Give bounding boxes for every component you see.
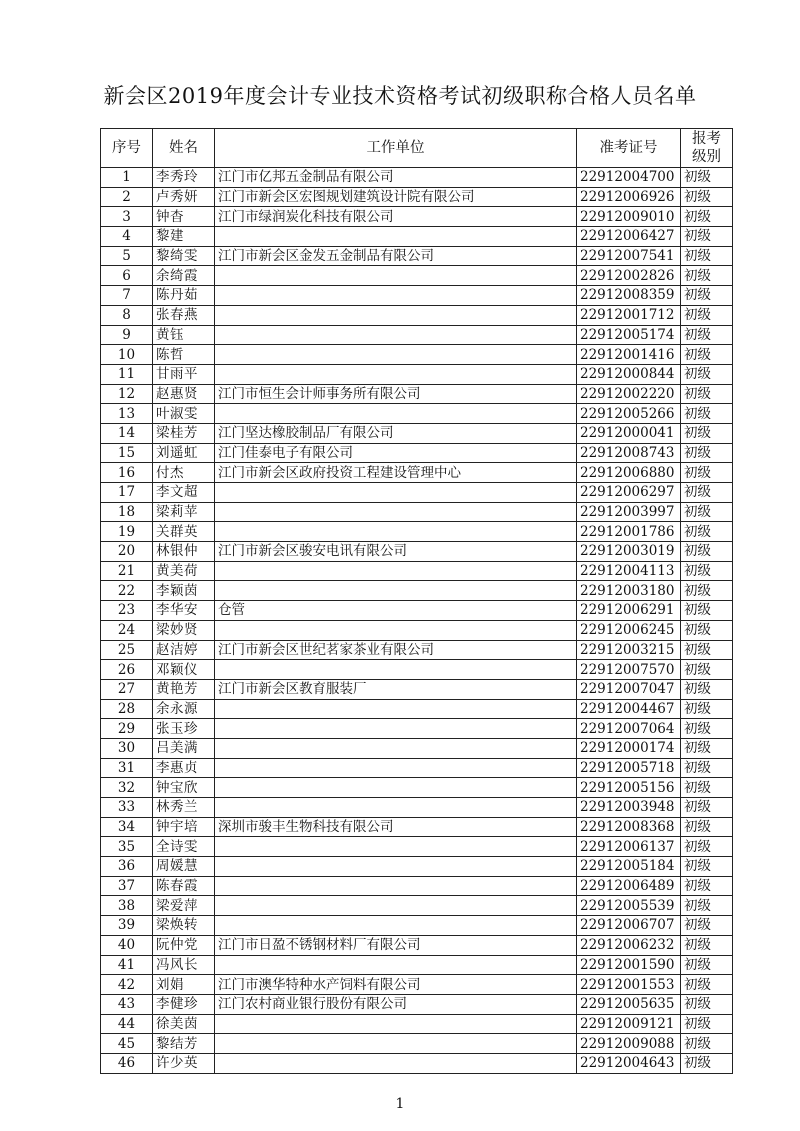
table-row [101, 994, 733, 1014]
table-row [101, 168, 733, 188]
table-row [101, 1053, 733, 1073]
cell-serial-no: 44 [101, 1014, 153, 1034]
cell-exam-level: 初级 [681, 738, 733, 758]
cell-exam-level: 初级 [681, 384, 733, 404]
table-row [101, 443, 733, 463]
cell-serial-no: 26 [101, 660, 153, 680]
cell-exam-level: 初级 [681, 423, 733, 443]
cell-work-unit [215, 364, 577, 384]
cell-work-unit: 深圳市骏丰生物科技有限公司 [215, 817, 577, 837]
cell-serial-no: 9 [101, 325, 153, 345]
cell-exam-id: 22912001786 [577, 522, 681, 542]
cell-exam-level: 初级 [681, 266, 733, 286]
cell-exam-level: 初级 [681, 404, 733, 424]
cell-serial-no: 6 [101, 266, 153, 286]
table-row [101, 266, 733, 286]
cell-work-unit [215, 404, 577, 424]
cell-exam-level: 初级 [681, 463, 733, 483]
cell-name: 林秀兰 [153, 798, 215, 818]
table-row [101, 187, 733, 207]
cell-exam-id: 22912005174 [577, 325, 681, 345]
cell-work-unit [215, 837, 577, 857]
cell-exam-level: 初级 [681, 483, 733, 503]
cell-exam-level: 初级 [681, 817, 733, 837]
cell-exam-id: 22912004700 [577, 168, 681, 188]
cell-exam-id: 22912006926 [577, 187, 681, 207]
cell-exam-id: 22912006297 [577, 483, 681, 503]
cell-serial-no: 33 [101, 798, 153, 818]
cell-exam-level: 初级 [681, 207, 733, 227]
header-serial-no: 序号 [101, 129, 153, 168]
cell-exam-level: 初级 [681, 955, 733, 975]
cell-serial-no: 19 [101, 522, 153, 542]
table-row [101, 975, 733, 995]
cell-name: 梁妙贤 [153, 620, 215, 640]
cell-work-unit [215, 719, 577, 739]
cell-work-unit: 江门市澳华特种水产饲料有限公司 [215, 975, 577, 995]
cell-exam-level: 初级 [681, 246, 733, 266]
cell-exam-id: 22912002220 [577, 384, 681, 404]
cell-exam-id: 22912007047 [577, 679, 681, 699]
cell-exam-level: 初级 [681, 975, 733, 995]
cell-work-unit [215, 758, 577, 778]
cell-exam-id: 22912007570 [577, 660, 681, 680]
cell-serial-no: 31 [101, 758, 153, 778]
cell-name: 徐美茵 [153, 1014, 215, 1034]
cell-name: 阮仲党 [153, 935, 215, 955]
table-row [101, 798, 733, 818]
table-row [101, 325, 733, 345]
cell-exam-level: 初级 [681, 305, 733, 325]
cell-serial-no: 36 [101, 857, 153, 877]
cell-exam-level: 初级 [681, 443, 733, 463]
cell-work-unit: 江门市日盈不锈钢材料厂有限公司 [215, 935, 577, 955]
cell-exam-id: 22912006245 [577, 620, 681, 640]
table-row [101, 581, 733, 601]
cell-name: 钟宇培 [153, 817, 215, 837]
cell-name: 余绮霞 [153, 266, 215, 286]
cell-work-unit [215, 620, 577, 640]
cell-exam-level: 初级 [681, 561, 733, 581]
cell-name: 李文超 [153, 483, 215, 503]
cell-name: 付杰 [153, 463, 215, 483]
cell-exam-id: 22912008743 [577, 443, 681, 463]
table-row [101, 1034, 733, 1054]
cell-exam-level: 初级 [681, 286, 733, 306]
table-row [101, 699, 733, 719]
cell-serial-no: 22 [101, 581, 153, 601]
cell-name: 余永源 [153, 699, 215, 719]
cell-exam-level: 初级 [681, 758, 733, 778]
table-row [101, 522, 733, 542]
table-row [101, 305, 733, 325]
cell-serial-no: 17 [101, 483, 153, 503]
cell-exam-level: 初级 [681, 1053, 733, 1073]
cell-exam-id: 22912006489 [577, 876, 681, 896]
cell-exam-level: 初级 [681, 876, 733, 896]
cell-work-unit [215, 286, 577, 306]
table-row [101, 620, 733, 640]
table-row [101, 1014, 733, 1034]
cell-exam-id: 22912003997 [577, 502, 681, 522]
cell-exam-id: 22912001553 [577, 975, 681, 995]
cell-work-unit [215, 798, 577, 818]
cell-name: 李惠贞 [153, 758, 215, 778]
cell-work-unit [215, 522, 577, 542]
cell-serial-no: 32 [101, 778, 153, 798]
table-row [101, 817, 733, 837]
table-row [101, 483, 733, 503]
table-row [101, 542, 733, 562]
cell-exam-id: 22912000041 [577, 423, 681, 443]
cell-serial-no: 38 [101, 896, 153, 916]
cell-serial-no: 3 [101, 207, 153, 227]
cell-exam-id: 22912005156 [577, 778, 681, 798]
table-row [101, 837, 733, 857]
cell-exam-level: 初级 [681, 679, 733, 699]
cell-name: 陈丹茹 [153, 286, 215, 306]
cell-work-unit [215, 857, 577, 877]
cell-exam-id: 22912006232 [577, 935, 681, 955]
table-row [101, 463, 733, 483]
cell-work-unit [215, 1014, 577, 1034]
cell-serial-no: 1 [101, 168, 153, 188]
table-row [101, 679, 733, 699]
cell-work-unit [215, 325, 577, 345]
cell-exam-level: 初级 [681, 896, 733, 916]
table-row [101, 916, 733, 936]
cell-work-unit: 江门市绿润炭化科技有限公司 [215, 207, 577, 227]
cell-name: 黎建 [153, 227, 215, 247]
cell-exam-id: 22912003948 [577, 798, 681, 818]
cell-name: 邓颖仪 [153, 660, 215, 680]
cell-work-unit: 江门坚达橡胶制品厂有限公司 [215, 423, 577, 443]
cell-name: 赵洁婷 [153, 640, 215, 660]
cell-serial-no: 23 [101, 601, 153, 621]
cell-serial-no: 15 [101, 443, 153, 463]
cell-serial-no: 8 [101, 305, 153, 325]
table-row [101, 955, 733, 975]
cell-name: 李健珍 [153, 994, 215, 1014]
table-row [101, 286, 733, 306]
cell-serial-no: 46 [101, 1053, 153, 1073]
table-row [101, 935, 733, 955]
cell-serial-no: 34 [101, 817, 153, 837]
cell-work-unit [215, 876, 577, 896]
cell-work-unit: 江门市恒生会计师事务所有限公司 [215, 384, 577, 404]
cell-exam-id: 22912009088 [577, 1034, 681, 1054]
cell-name: 李华安 [153, 601, 215, 621]
cell-exam-id: 22912006707 [577, 916, 681, 936]
cell-name: 张玉珍 [153, 719, 215, 739]
cell-exam-level: 初级 [681, 798, 733, 818]
cell-exam-id: 22912000844 [577, 364, 681, 384]
cell-work-unit: 江门市新会区骏安电讯有限公司 [215, 542, 577, 562]
cell-name: 黎结芳 [153, 1034, 215, 1054]
table-row [101, 364, 733, 384]
cell-exam-level: 初级 [681, 345, 733, 365]
table-row [101, 601, 733, 621]
cell-exam-id: 22912004113 [577, 561, 681, 581]
cell-serial-no: 39 [101, 916, 153, 936]
cell-exam-level: 初级 [681, 994, 733, 1014]
cell-exam-level: 初级 [681, 778, 733, 798]
cell-exam-level: 初级 [681, 364, 733, 384]
cell-name: 赵惠贤 [153, 384, 215, 404]
cell-exam-level: 初级 [681, 187, 733, 207]
cell-name: 卢秀妍 [153, 187, 215, 207]
cell-serial-no: 29 [101, 719, 153, 739]
cell-exam-level: 初级 [681, 325, 733, 345]
table-row [101, 345, 733, 365]
cell-work-unit [215, 738, 577, 758]
cell-serial-no: 37 [101, 876, 153, 896]
cell-name: 关群英 [153, 522, 215, 542]
cell-name: 梁爱萍 [153, 896, 215, 916]
page-title: 新会区2019年度会计专业技术资格考试初级职称合格人员名单 [103, 84, 697, 108]
cell-name: 林银仲 [153, 542, 215, 562]
cell-name: 全诗雯 [153, 837, 215, 857]
cell-exam-level: 初级 [681, 168, 733, 188]
cell-exam-id: 22912001590 [577, 955, 681, 975]
cell-exam-id: 22912005266 [577, 404, 681, 424]
cell-name: 许少英 [153, 1053, 215, 1073]
cell-name: 黄钰 [153, 325, 215, 345]
cell-name: 黎绮雯 [153, 246, 215, 266]
cell-exam-id: 22912001416 [577, 345, 681, 365]
table-body [101, 168, 733, 1074]
cell-work-unit [215, 660, 577, 680]
cell-name: 梁桂芳 [153, 423, 215, 443]
cell-work-unit [215, 916, 577, 936]
cell-name: 钟宝欣 [153, 778, 215, 798]
cell-exam-level: 初级 [681, 227, 733, 247]
cell-exam-id: 22912000174 [577, 738, 681, 758]
cell-work-unit: 江门市新会区宏图规划建筑设计院有限公司 [215, 187, 577, 207]
cell-exam-id: 22912009121 [577, 1014, 681, 1034]
cell-exam-id: 22912003215 [577, 640, 681, 660]
cell-exam-id: 22912006427 [577, 227, 681, 247]
cell-name: 张春燕 [153, 305, 215, 325]
cell-exam-level: 初级 [681, 620, 733, 640]
cell-exam-level: 初级 [681, 916, 733, 936]
cell-serial-no: 45 [101, 1034, 153, 1054]
cell-name: 梁焕转 [153, 916, 215, 936]
cell-exam-id: 22912008368 [577, 817, 681, 837]
cell-exam-level: 初级 [681, 719, 733, 739]
header-exam-level [681, 129, 733, 168]
table-row [101, 778, 733, 798]
cell-serial-no: 10 [101, 345, 153, 365]
cell-work-unit [215, 955, 577, 975]
cell-serial-no: 30 [101, 738, 153, 758]
cell-serial-no: 16 [101, 463, 153, 483]
cell-exam-level: 初级 [681, 935, 733, 955]
cell-work-unit: 江门市新会区世纪茗家茶业有限公司 [215, 640, 577, 660]
cell-serial-no: 20 [101, 542, 153, 562]
header-name: 姓名 [153, 129, 215, 168]
cell-work-unit [215, 581, 577, 601]
cell-exam-level: 初级 [681, 1014, 733, 1034]
cell-name: 钟杳 [153, 207, 215, 227]
cell-exam-id: 22912005718 [577, 758, 681, 778]
table-row [101, 738, 733, 758]
cell-serial-no: 4 [101, 227, 153, 247]
cell-work-unit [215, 1053, 577, 1073]
page-number: 1 [395, 1096, 405, 1112]
cell-work-unit [215, 305, 577, 325]
header-work-unit: 工作单位 [215, 129, 577, 168]
cell-exam-id: 22912006137 [577, 837, 681, 857]
cell-exam-id: 22912005184 [577, 857, 681, 877]
cell-serial-no: 27 [101, 679, 153, 699]
table-row [101, 561, 733, 581]
cell-serial-no: 25 [101, 640, 153, 660]
table-row [101, 384, 733, 404]
cell-exam-id: 22912007541 [577, 246, 681, 266]
cell-work-unit [215, 896, 577, 916]
cell-name: 黄美荷 [153, 561, 215, 581]
cell-work-unit [215, 227, 577, 247]
cell-serial-no: 21 [101, 561, 153, 581]
cell-serial-no: 43 [101, 994, 153, 1014]
header-exam-level-line2: 级别 [692, 149, 721, 165]
cell-exam-id: 22912006880 [577, 463, 681, 483]
cell-exam-level: 初级 [681, 1034, 733, 1054]
cell-work-unit: 江门市新会区金发五金制品有限公司 [215, 246, 577, 266]
header-exam-level-line1: 报考 [692, 131, 721, 147]
table-row [101, 758, 733, 778]
cell-exam-level: 初级 [681, 699, 733, 719]
cell-exam-id: 22912005635 [577, 994, 681, 1014]
cell-exam-id: 22912006291 [577, 601, 681, 621]
table-row [101, 404, 733, 424]
cell-exam-level: 初级 [681, 640, 733, 660]
cell-serial-no: 5 [101, 246, 153, 266]
cell-work-unit [215, 699, 577, 719]
cell-name: 黄艳芳 [153, 679, 215, 699]
header-exam-id: 准考证号 [577, 129, 681, 168]
cell-name: 李颖茵 [153, 581, 215, 601]
cell-name: 周媛慧 [153, 857, 215, 877]
cell-serial-no: 13 [101, 404, 153, 424]
cell-exam-id: 22912005539 [577, 896, 681, 916]
cell-name: 冯风长 [153, 955, 215, 975]
table-row [101, 502, 733, 522]
cell-serial-no: 40 [101, 935, 153, 955]
cell-exam-id: 22912004467 [577, 699, 681, 719]
table-row [101, 640, 733, 660]
cell-work-unit: 江门市亿邦五金制品有限公司 [215, 168, 577, 188]
table-row [101, 227, 733, 247]
table-row [101, 246, 733, 266]
table-row [101, 423, 733, 443]
cell-name: 刘遥虹 [153, 443, 215, 463]
cell-serial-no: 11 [101, 364, 153, 384]
cell-exam-level: 初级 [681, 581, 733, 601]
cell-work-unit: 江门佳泰电子有限公司 [215, 443, 577, 463]
cell-exam-level: 初级 [681, 522, 733, 542]
cell-work-unit: 江门农村商业银行股份有限公司 [215, 994, 577, 1014]
cell-serial-no: 24 [101, 620, 153, 640]
cell-name: 陈哲 [153, 345, 215, 365]
table-row [101, 857, 733, 877]
cell-work-unit: 江门市新会区教育服装厂 [215, 679, 577, 699]
cell-exam-id: 22912008359 [577, 286, 681, 306]
table-row [101, 207, 733, 227]
cell-exam-id: 22912004643 [577, 1053, 681, 1073]
cell-serial-no: 2 [101, 187, 153, 207]
cell-exam-id: 22912009010 [577, 207, 681, 227]
cell-serial-no: 7 [101, 286, 153, 306]
cell-work-unit [215, 561, 577, 581]
cell-exam-id: 22912001712 [577, 305, 681, 325]
cell-serial-no: 42 [101, 975, 153, 995]
cell-name: 刘娟 [153, 975, 215, 995]
cell-work-unit [215, 1034, 577, 1054]
cell-exam-level: 初级 [681, 601, 733, 621]
table-row [101, 719, 733, 739]
cell-exam-level: 初级 [681, 542, 733, 562]
cell-work-unit [215, 502, 577, 522]
cell-work-unit [215, 266, 577, 286]
table-row [101, 876, 733, 896]
cell-serial-no: 18 [101, 502, 153, 522]
cell-exam-id: 22912007064 [577, 719, 681, 739]
cell-work-unit [215, 778, 577, 798]
cell-work-unit [215, 345, 577, 365]
cell-serial-no: 28 [101, 699, 153, 719]
cell-exam-id: 22912002826 [577, 266, 681, 286]
cell-name: 吕美满 [153, 738, 215, 758]
cell-name: 甘雨平 [153, 364, 215, 384]
table-row [101, 896, 733, 916]
cell-serial-no: 35 [101, 837, 153, 857]
table-header-row [101, 129, 733, 168]
cell-work-unit [215, 483, 577, 503]
cell-exam-level: 初级 [681, 660, 733, 680]
table-row [101, 660, 733, 680]
cell-exam-id: 22912003019 [577, 542, 681, 562]
cell-exam-level: 初级 [681, 857, 733, 877]
cell-exam-level: 初级 [681, 502, 733, 522]
cell-exam-level: 初级 [681, 837, 733, 857]
cell-name: 陈春霞 [153, 876, 215, 896]
cell-serial-no: 41 [101, 955, 153, 975]
cell-exam-id: 22912003180 [577, 581, 681, 601]
cell-name: 叶淑雯 [153, 404, 215, 424]
cell-work-unit: 江门市新会区政府投资工程建设管理中心 [215, 463, 577, 483]
cell-serial-no: 14 [101, 423, 153, 443]
cell-serial-no: 12 [101, 384, 153, 404]
roster-table [100, 128, 733, 1074]
cell-work-unit: 仓管 [215, 601, 577, 621]
cell-name: 李秀玲 [153, 168, 215, 188]
cell-name: 梁莉苹 [153, 502, 215, 522]
